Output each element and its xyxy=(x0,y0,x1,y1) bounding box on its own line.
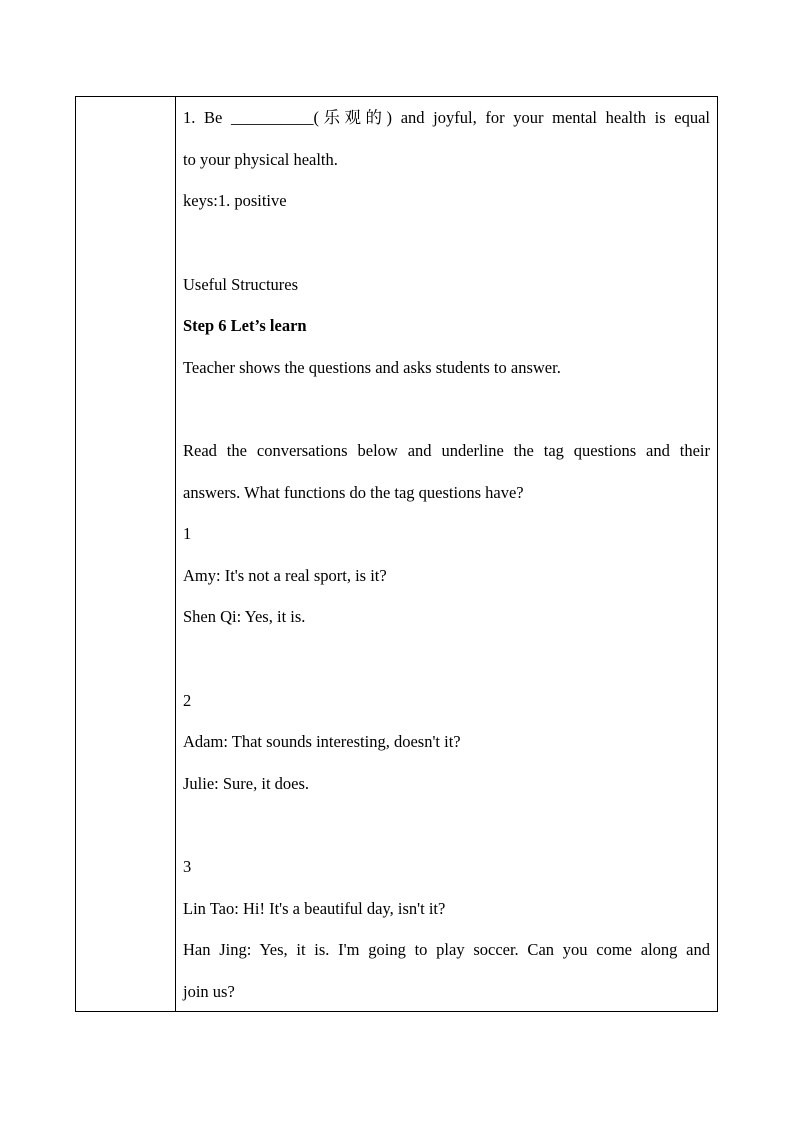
exercise-sentence-line-1: 1. Be __________(乐观的) and joyful, for your mental health is equal xyxy=(183,108,710,127)
conversation-3-line-han-jing-1: Han Jing: Yes, it is. I'm going to play soccer. Can you come along and xyxy=(183,940,710,959)
conversation-1-line-shen-qi: Shen Qi: Yes, it is. xyxy=(183,607,306,626)
table-content-cell xyxy=(176,97,717,1011)
conversation-3-line-lin-tao: Lin Tao: Hi! It's a beautiful day, isn't it? xyxy=(183,899,446,918)
conversation-number-3: 3 xyxy=(183,857,192,876)
conversation-2-line-julie: Julie: Sure, it does. xyxy=(183,774,310,793)
conversation-1-line-amy: Amy: It's not a real sport, is it? xyxy=(183,566,387,585)
conversation-2-line-adam: Adam: That sounds interesting, doesn't it? xyxy=(183,732,461,751)
table-left-cell xyxy=(76,97,176,1011)
lesson-table xyxy=(75,96,718,1012)
task-instruction-line-2: answers. What functions do the tag questions have? xyxy=(183,483,524,502)
conversation-number-1: 1 xyxy=(183,524,192,543)
teacher-instruction: Teacher shows the questions and asks students to answer. xyxy=(183,358,561,377)
step-heading: Step 6 Let’s learn xyxy=(183,316,307,335)
section-heading-useful-structures: Useful Structures xyxy=(183,275,299,294)
exercise-sentence-line-2: to your physical health. xyxy=(183,150,338,169)
conversation-3-line-han-jing-2: join us? xyxy=(183,982,235,1001)
answer-keys: keys:1. positive xyxy=(183,191,287,210)
task-instruction-line-1: Read the conversations below and underline the tag questions and their xyxy=(183,441,710,460)
conversation-number-2: 2 xyxy=(183,691,192,710)
